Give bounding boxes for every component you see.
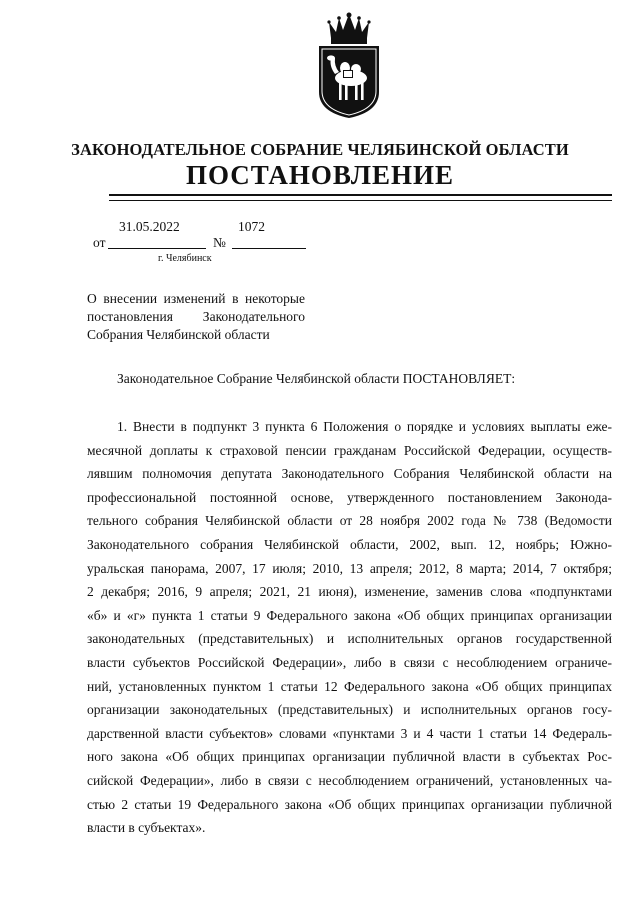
date-underline (108, 248, 206, 249)
body-line: лявшим полномочия депутата Законодательного Собрания Челябинской области на (87, 466, 612, 482)
body-line: 2 декабря; 2016, 9 апреля; 2021, 21 июня), изменение, заменив слова «подпунктами (87, 584, 612, 600)
body-line: уральская панорама, 2007, 17 июля; 2010, 13 апреля; 2012, 8 марта; 2014, 7 октября; (87, 560, 612, 576)
date-label: от (93, 235, 106, 250)
body-line: власти субъектов Российской Федерации», либо в связи с несоблюдением ограниче- (87, 654, 612, 670)
city-label: г. Челябинск (158, 253, 212, 264)
body-line: месячной доплаты к страховой пенсии гражданам Российской Федерации, осуществ- (87, 442, 612, 458)
body-line: власти в субъектах». (87, 820, 206, 836)
body-line: ного закона «Об общих принципах организации публичной власти в субъектах Рос- (87, 749, 612, 765)
body-line: профессиональной постоянной основе, утвержденного постановлением Законода- (87, 489, 612, 505)
document-subject (87, 290, 305, 344)
body-line: 1. Внести в подпункт 3 пункта 6 Положения о порядке и условиях выплаты еже- (117, 419, 612, 434)
document-date: 31.05.2022 (119, 219, 180, 234)
subject-line: Собрания Челябинской области (87, 327, 270, 342)
body-line: стью 2 статьи 19 Федерального закона «Об общих принципах организации публичной (87, 796, 612, 812)
document-type-title: ПОСТАНОВЛЕНИЕ (185, 160, 455, 190)
body-line: организации законодательных (представительных) и исполнительных органов госу- (87, 702, 612, 718)
subject-line: постановления Законодательного (87, 309, 305, 324)
body-line: тельного собрания Челябинской области от 28 ноября 2002 года № 738 (Ведомости (87, 513, 612, 529)
body-line: сийской Федерации», либо в связи с несоблюдением ограничений, установленных ча- (87, 772, 612, 788)
coat-of-arms-emblem (309, 12, 389, 120)
document-number: 1072 (238, 219, 265, 234)
body-line: ний, установленных пунктом 1 статьи 12 Федерального закона «Об общих принципах (87, 678, 612, 694)
number-underline (232, 248, 306, 249)
body-line: Законодательного собрания Челябинской области, 2002, вып. 12, ноябрь; Южно- (87, 536, 612, 552)
body-line: законодательных (представительных) и исполнительных органов государственной (87, 631, 612, 647)
body-paragraph (87, 415, 612, 840)
resolves-statement: Законодательное Собрание Челябинской области ПОСТАНОВЛЯЕТ: (117, 371, 516, 386)
subject-line: О внесении изменений в некоторые (87, 291, 305, 306)
body-line: дарственной власти субъектов» словами «пунктами 3 и 4 части 1 статьи 14 Федераль- (87, 725, 612, 741)
header-rule-thin (109, 200, 612, 201)
body-line: «б» и «г» пункта 1 статьи 9 Федерального закона «Об общих принципах организации (87, 607, 612, 623)
number-label: № (213, 235, 226, 250)
header-rule-thick (109, 194, 612, 196)
organization-title: ЗАКОНОДАТЕЛЬНОЕ СОБРАНИЕ ЧЕЛЯБИНСКОЙ ОБЛАСТИ (71, 140, 569, 159)
